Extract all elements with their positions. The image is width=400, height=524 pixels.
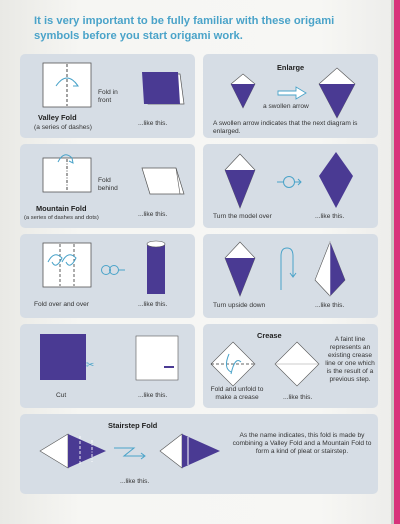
stairstep-title: Stairstep Fold — [108, 421, 158, 430]
valley-fold-title: Valley Fold — [38, 113, 77, 122]
crease-result — [275, 342, 319, 386]
panel-upside-down — [203, 234, 378, 318]
cut-square — [40, 334, 86, 380]
fold-over-diagram — [42, 242, 92, 288]
enlarge-large-kite — [319, 68, 355, 118]
panel-crease — [203, 324, 378, 408]
enlarge-arrow-label: a swollen arrow — [263, 103, 309, 110]
turn-over-caption: ...like this. — [315, 213, 345, 220]
upside-result-kite — [315, 242, 345, 296]
crease-title: Crease — [257, 331, 282, 340]
swollen-arrow-icon — [278, 87, 306, 99]
cut-caption: ...like this. — [138, 392, 168, 399]
panel-turn-over — [203, 144, 378, 228]
stairstep-description: As the name indicates, this fold is made by combining a Valley Fold and a Mountain Fold to form a kind of pleat or stairstep. — [232, 432, 372, 455]
turn-over-icon — [275, 174, 303, 190]
upside-down-caption: ...like this. — [315, 302, 345, 309]
stairstep-result — [160, 434, 220, 468]
turned-kite — [319, 152, 353, 208]
crease-caption: ...like this. — [283, 394, 313, 401]
rolled-paper — [146, 240, 166, 296]
intro-text: It is very important to be fully familiar with these origami symbols before you start origami work. — [34, 15, 335, 42]
crease-label: Fold and unfold to make a crease — [210, 386, 264, 401]
panel-fold-over — [20, 234, 195, 318]
stairstep-diagram — [40, 434, 106, 468]
mountain-fold-result — [140, 166, 186, 196]
panel-mountain-fold — [20, 144, 195, 228]
valley-fold-result — [140, 68, 186, 108]
turn-over-kite — [225, 154, 255, 208]
valley-fold-diagram — [42, 62, 92, 108]
stairstep-caption: ...like this. — [120, 478, 150, 485]
upside-down-label: Turn upside down — [213, 302, 266, 309]
turn-over-label: Turn the model over — [213, 213, 272, 220]
upside-kite — [225, 242, 255, 296]
mountain-fold-diagram — [42, 152, 92, 194]
mountain-fold-note: Fold behind — [98, 177, 118, 192]
panel-enlarge — [203, 54, 378, 138]
valley-fold-note: Fold in front — [98, 89, 118, 104]
mountain-fold-subtitle: (a series of dashes and dots) — [24, 215, 99, 221]
crease-diagram — [211, 342, 255, 386]
cut-label: Cut — [56, 392, 67, 399]
panel-stairstep — [20, 414, 378, 494]
mountain-fold-title: Mountain Fold — [36, 204, 87, 213]
mountain-fold-caption: ...like this. — [138, 211, 168, 218]
valley-fold-subtitle: (a series of dashes) — [34, 124, 92, 131]
enlarge-small-kite — [231, 74, 255, 108]
scissors-icon: ✂ — [86, 360, 95, 371]
fold-over-label: Fold over and over — [34, 301, 89, 308]
panel-cut — [20, 324, 195, 408]
fold-over-caption: ...like this. — [138, 301, 168, 308]
page-edge-stripe — [394, 0, 400, 524]
cut-result — [136, 336, 178, 380]
enlarge-title: Enlarge — [277, 63, 305, 72]
zigzag-arrow-icon — [114, 446, 148, 458]
enlarge-description: A swollen arrow indicates that the next diagram is enlarged. — [213, 120, 358, 135]
panel-valley-fold — [20, 54, 195, 138]
valley-fold-caption: ...like this. — [138, 120, 168, 127]
crease-description: A faint line represents an existing crease line or one which is the result of a previous step. — [325, 336, 375, 383]
upside-down-icon — [277, 246, 295, 290]
fold-over-icon — [100, 264, 126, 276]
